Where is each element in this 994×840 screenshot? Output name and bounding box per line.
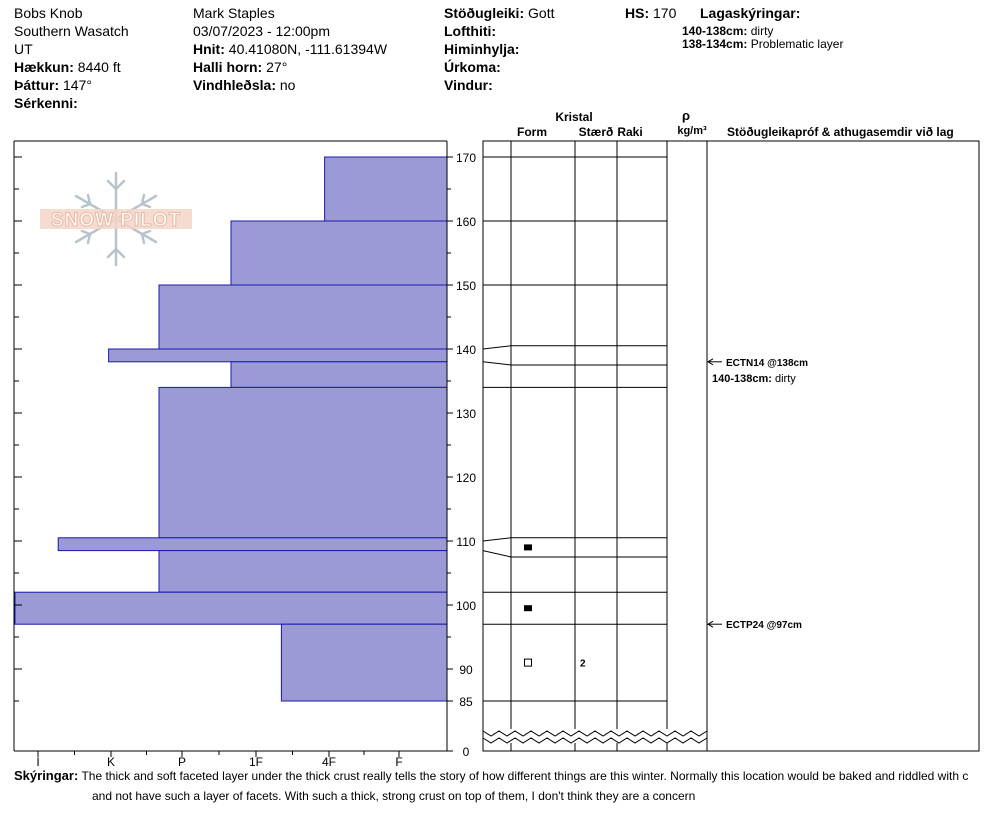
- aspect-label: Þáttur:: [14, 77, 60, 93]
- grain-grid: [483, 141, 979, 751]
- grain-size: 2: [580, 658, 586, 670]
- wind-label: Vindur:: [444, 77, 493, 93]
- hardness-layer-6: [58, 538, 447, 551]
- coords-label: Hnit:: [193, 41, 225, 57]
- observation-notes: [14, 766, 994, 803]
- hardness-layer-8: [15, 592, 447, 624]
- aspect-value: 147°: [63, 77, 92, 93]
- hardness-layer-5: [159, 387, 447, 537]
- test-label: ECTP24 @97cm: [726, 620, 802, 632]
- hardness-layer-0: [325, 157, 447, 221]
- tests-frame: [707, 141, 979, 751]
- features-label: Sérkenni:: [14, 95, 78, 111]
- grain-symbol-open-square: [525, 659, 532, 666]
- depth-tick-label: 140: [455, 343, 477, 357]
- layer-note-text: Problematic layer: [750, 37, 844, 51]
- notes-line-1: The thick and soft faceted layer under the thick crust really tells the story of how different things are this winter. Normally this location would be baked and riddled with c: [81, 769, 969, 783]
- snowpilot-logo: [40, 173, 192, 265]
- hardness-layer-3: [109, 349, 447, 362]
- test-label: ECTN14 @138cm: [726, 357, 809, 369]
- coords-value: 40.41080N, -111.61394W: [228, 41, 388, 57]
- depth-tick-label: 160: [455, 215, 477, 229]
- logo-text: SNOW PILOT: [50, 210, 182, 231]
- layer-note-text: dirty: [750, 24, 774, 38]
- stability-value: Gott: [528, 5, 555, 21]
- rho-header: ρ: [681, 108, 691, 123]
- region-name: Southern Wasatch: [14, 23, 129, 39]
- grain-symbol-filled-square: [524, 605, 532, 611]
- notes-line-2: and not have such a layer of facets. With such a thick, strong crust on top of them, I don't think they are a concern: [92, 789, 696, 803]
- density-unit: kg/m³: [677, 125, 707, 137]
- layer-note-range: 138-134cm:: [682, 37, 748, 51]
- hardness-layer-7: [159, 551, 447, 593]
- precip-label: Úrkoma:: [444, 59, 501, 75]
- crystal-header: Kristal: [555, 110, 593, 124]
- hardness-layer-1: [231, 221, 447, 285]
- hardness-tick-label: K: [106, 755, 116, 769]
- layer-connector: [483, 362, 511, 365]
- depth-tick-label: 90: [459, 663, 473, 677]
- slope-value: 27°: [266, 59, 288, 75]
- form-header: Form: [517, 125, 547, 139]
- layer-connector: [483, 346, 511, 349]
- wind-loading-label: Vindhleðsla:: [193, 77, 276, 93]
- depth-tick-label: 0: [462, 745, 470, 759]
- depth-tick-label: 110: [456, 535, 476, 549]
- sky-label: Himinhylja:: [444, 41, 520, 57]
- layer-connector: [483, 538, 511, 541]
- hardness-tick-label: I: [36, 755, 40, 769]
- size-header: Stærð: [578, 125, 614, 139]
- hardness-profile: [14, 141, 447, 751]
- depth-tick-label: 100: [455, 599, 477, 613]
- observer-name: Mark Staples: [193, 5, 275, 21]
- hardness-layer-9: [281, 624, 447, 701]
- stability-tests: [708, 358, 808, 631]
- grain-grid-frame: [483, 141, 707, 751]
- notes-label: Skýringar:: [14, 768, 79, 783]
- hardness-tick-label: 1F: [248, 755, 264, 769]
- depth-tick-label: 150: [455, 279, 477, 293]
- layer-annotation: 140-138cm: dirty: [712, 372, 796, 385]
- hs-value: 170: [653, 5, 677, 21]
- wind-loading-value: no: [279, 77, 296, 93]
- location-name: Bobs Knob: [14, 5, 83, 21]
- hardness-tick-label: 4F: [321, 755, 337, 769]
- depth-tick-label: 120: [455, 471, 477, 485]
- grain-symbol-filled-square: [524, 544, 532, 550]
- state-name: UT: [14, 41, 33, 57]
- slope-label: Halli horn:: [193, 59, 263, 75]
- stability-label: Stöðugleiki:: [444, 5, 525, 21]
- elevation-value: 8440 ft: [77, 59, 121, 75]
- elevation-label: Hækkun:: [14, 59, 74, 75]
- depth-axis: [447, 141, 476, 759]
- hardness-layer-4: [231, 362, 447, 388]
- hardness-tick-label: F: [395, 755, 403, 769]
- depth-tick-label: 170: [455, 151, 477, 165]
- air-temp-label: Lofthiti:: [444, 23, 497, 39]
- hs-label: HS:: [625, 5, 650, 21]
- observation-datetime: 03/07/2023 - 12:00pm: [193, 23, 330, 39]
- layer-connector: [483, 551, 511, 557]
- tests-header: Stöðugleikapróf & athugasemdir við lag: [727, 125, 954, 139]
- depth-tick-label: 130: [455, 407, 477, 421]
- hardness-layer-2: [159, 285, 447, 349]
- depth-tick-label: 85: [459, 695, 473, 709]
- layer-notes-title: Lagaskýringar:: [700, 5, 801, 21]
- moisture-header: Raki: [617, 125, 643, 139]
- layer-note-range: 140-138cm:: [682, 24, 748, 38]
- hardness-tick-label: P: [177, 755, 187, 769]
- grain-symbols: [524, 544, 586, 669]
